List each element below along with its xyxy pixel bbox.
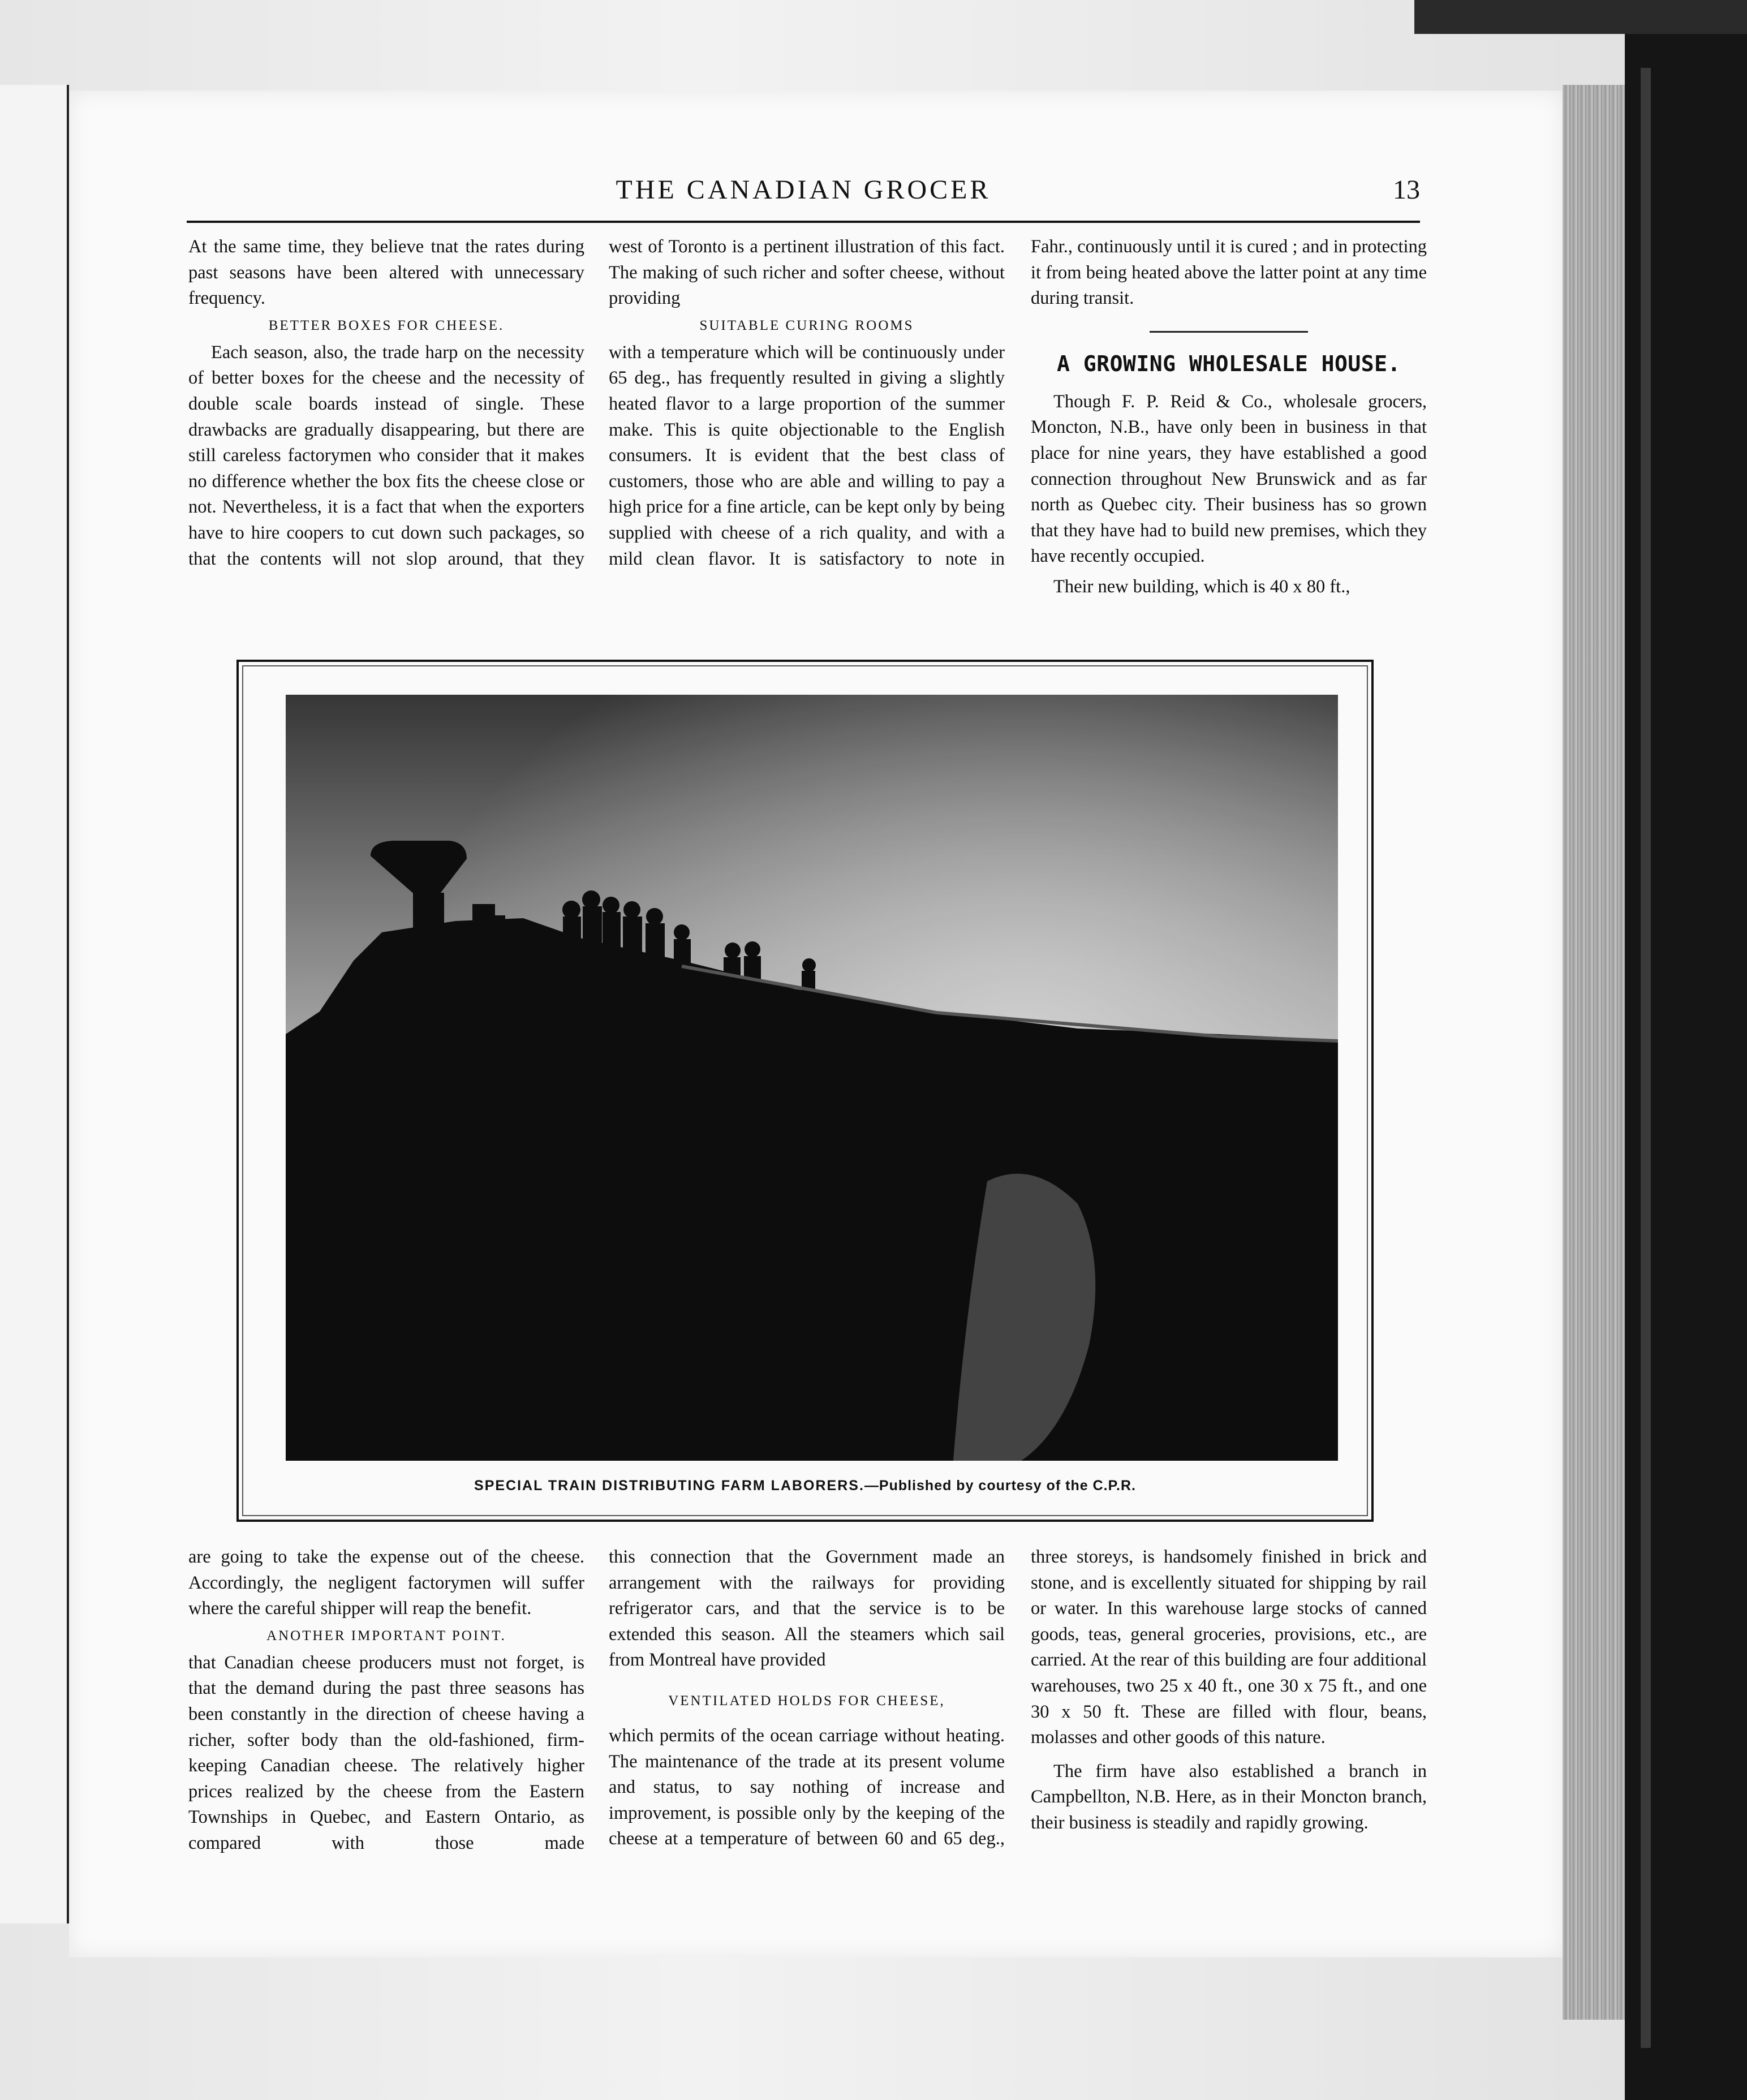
bottom-column-1 bbox=[188, 1544, 584, 1857]
paragraph: are going to take the expense out of the cheese. Accordingly, the negligent factorymen will suffer where the careful shipper will reap the benefit. bbox=[188, 1547, 584, 1619]
paragraph: At the same time, they believe tnat the rates during past seasons have been altered with unnecessary frequency. bbox=[188, 236, 584, 309]
subheading: VENTILATED HOLDS FOR CHEESE, bbox=[668, 1693, 945, 1709]
paragraph: west of Toronto is a pertinent illustration of this fact. The making of such richer and softer cheese, without providing bbox=[609, 236, 1005, 309]
top-column-1 bbox=[188, 234, 584, 572]
subheading: SUITABLE CURING ROOMS bbox=[699, 317, 914, 333]
article-heading: A GROWING WHOLESALE HOUSE. bbox=[1057, 351, 1401, 376]
running-head bbox=[187, 174, 1420, 214]
train-photo-image bbox=[286, 695, 1338, 1461]
paragraph: three storeys, is handsomely finished in brick and stone, and is excellently situated for shipping by rail or water. In this warehouse large stocks of canned goods, teas, general groceries, provisions, etc., are carried. At the rear of this building are four additional warehouses, two 25 x 40 ft., one 30 x 75 ft., and one 30 x 50 ft. These are filled with flour, beans, molasses and other goods of this nature. bbox=[1031, 1547, 1427, 1748]
caption-credit: —Published by courtesy of the C.P.R. bbox=[864, 1478, 1136, 1494]
paragraph: which permits of the ocean carriage without heating. The maintenance of the trade at its present volume and status, to say nothing of increase and improvement, is possible only by the keeping of the cheese at a temperature of between 60 and 65 deg., bbox=[609, 1725, 1005, 1849]
train-photograph bbox=[286, 695, 1338, 1461]
page-stack-edge bbox=[1563, 85, 1625, 2020]
paragraph: Their new building, which is 40 x 80 ft., bbox=[1053, 576, 1350, 597]
paragraph: this connection that the Government made an arrangement with the railways for providing refrigerator cars, and that the service is to be extended this season. All the steamers which sail from Montreal have provided bbox=[609, 1547, 1005, 1671]
bottom-column-2 bbox=[609, 1544, 1005, 1852]
paragraph: Fahr., continuously until it is cured ; and in protecting it from being heated above the latter point at any time during transit. bbox=[1031, 236, 1427, 309]
page-number: 13 bbox=[1393, 175, 1420, 205]
facing-page-edge bbox=[0, 85, 69, 1923]
top-column-3 bbox=[1031, 234, 1427, 600]
subheading: BETTER BOXES FOR CHEESE. bbox=[268, 317, 505, 333]
section-divider bbox=[1150, 331, 1308, 333]
magazine-title: THE CANADIAN GROCER bbox=[616, 175, 991, 205]
scan-top-shadow bbox=[1414, 0, 1747, 34]
paragraph: Each season, also, the trade harp on the necessity of better boxes for the cheese and the necessity of double scale boards instead of single. These drawbacks are gradually disappearing, but there are still careless factorymen who consider that it makes no difference whether the box fits the cheese close or not. Nevertheless, it is a fact that when the exporters have to hire coopers to cut down such packages, so that the contents will not slop around, that they bbox=[188, 342, 584, 569]
figure-caption bbox=[236, 1478, 1374, 1494]
top-column-2 bbox=[609, 234, 1005, 572]
caption-title: SPECIAL TRAIN DISTRIBUTING FARM LABORERS. bbox=[474, 1478, 864, 1494]
paragraph: that Canadian cheese producers must not forget, is that the demand during the past three seasons has been constantly in the direction of cheese having a richer, softer body than the old-fashioned, firm-keeping Canadian cheese. The relatively higher prices realized by the cheese from the Eastern Townships in Quebec, and Eastern Ontario, as compared with those made bbox=[188, 1652, 584, 1853]
bottom-column-3 bbox=[1031, 1544, 1427, 1836]
subheading: ANOTHER IMPORTANT POINT. bbox=[266, 1628, 506, 1643]
binding-highlight bbox=[1641, 68, 1651, 2048]
header-rule bbox=[187, 221, 1420, 223]
paragraph: with a temperature which will be continuously under 65 deg., has frequently resulted in giving a slightly heated flavor to a large proportion of the summer make. This is quite objectionable to the English consumers. It is evident that the best class of customers, those who are able and willing to pay a high price for a fine article, can be kept only by being supplied with cheese of a rich quality, and with a mild clean flavor. It is satisfactory to note in bbox=[609, 342, 1005, 569]
paragraph: Though F. P. Reid & Co., wholesale grocers, Moncton, N.B., have only been in business in that place for nine years, they have established a good connection throughout New Brunswick and as far north as Quebec city. Their business has so grown that they have had to build new premises, which they have recently occupied. bbox=[1031, 391, 1427, 567]
paragraph: The firm have also established a branch in Campbellton, N.B. Here, as in their Moncton branch, their business is steadily and rapidly growing. bbox=[1031, 1761, 1427, 1833]
